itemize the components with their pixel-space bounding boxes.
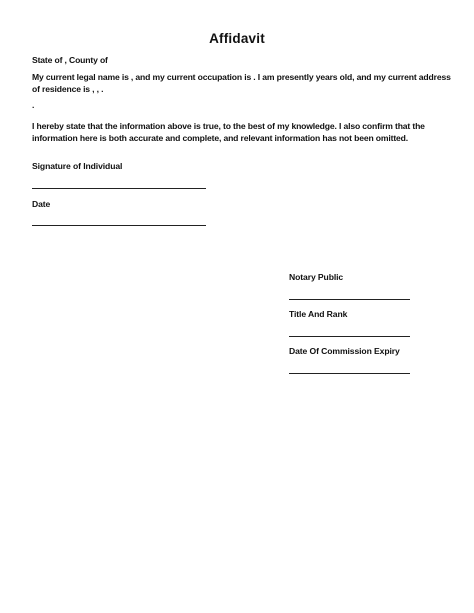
state-county-line: State of , County of xyxy=(32,55,108,65)
notary-public-line xyxy=(289,299,410,300)
notary-public-label: Notary Public xyxy=(289,272,344,282)
title-rank-label: Title And Rank xyxy=(289,309,348,319)
date-label: Date xyxy=(32,199,51,209)
document-title: Affidavit xyxy=(209,31,265,46)
date-line xyxy=(32,225,206,226)
commission-expiry-line xyxy=(289,373,410,374)
attestation-paragraph: I hereby state that the information above is true, to the best of my knowledge. I also confirm that the information here is both accurate and complete, and relevant information has not been omitted. xyxy=(32,121,425,143)
blank-dot-line: . xyxy=(32,100,35,110)
signature-line xyxy=(32,188,206,189)
signature-label: Signature of Individual xyxy=(32,161,123,171)
commission-expiry-label: Date Of Commission Expiry xyxy=(289,346,400,356)
identity-paragraph: My current legal name is , and my current occupation is . I am presently years old, and my current address of residence is , , . xyxy=(32,72,451,94)
title-rank-line xyxy=(289,336,410,337)
